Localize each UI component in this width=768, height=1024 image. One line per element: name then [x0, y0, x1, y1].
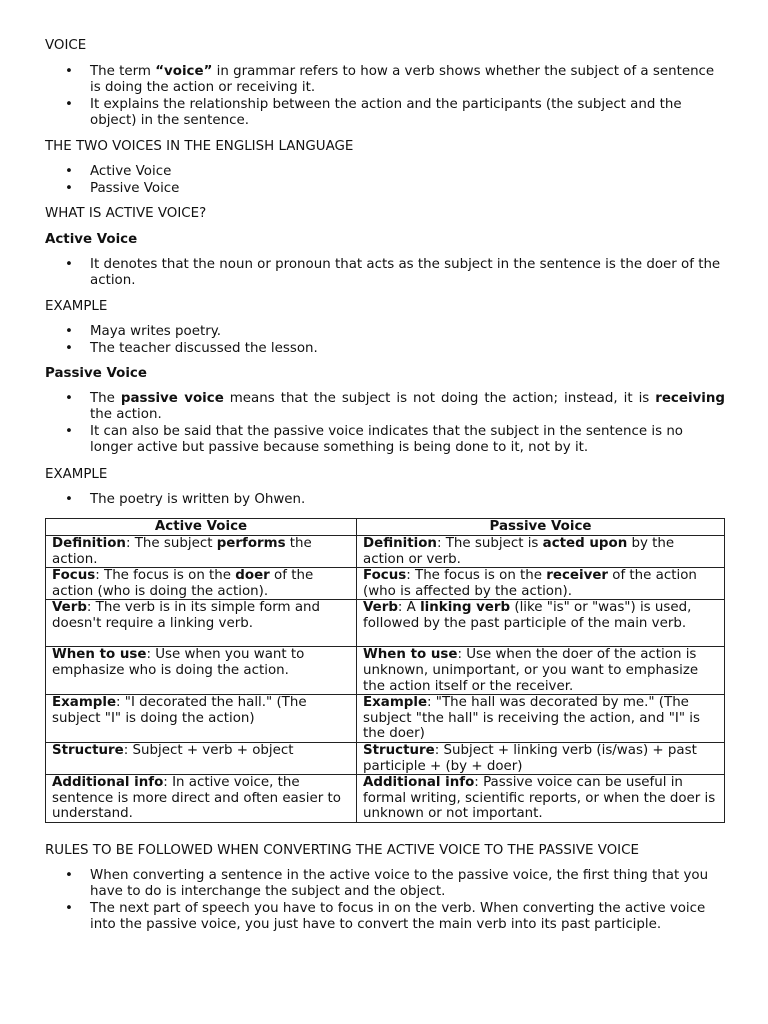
table-cell: Structure: Subject + verb + object — [46, 742, 357, 774]
table-row — [46, 568, 725, 600]
list-item: • The teacher discussed the lesson. — [65, 341, 318, 356]
table-row — [46, 600, 725, 647]
bullet-icon: • — [65, 901, 73, 916]
rules-bullets — [45, 868, 725, 934]
bullet-icon: • — [65, 324, 73, 339]
subheading-passive-voice: Passive Voice — [45, 366, 147, 381]
list-item: • It denotes that the noun or pronoun that acts as the subject in the sentence is the doer of the action. — [65, 257, 721, 288]
table-cell: Definition: The subject is acted upon by the action or verb. — [357, 536, 725, 568]
table-header-row — [46, 519, 725, 536]
heading-what-is-active: WHAT IS ACTIVE VOICE? — [45, 206, 207, 221]
table-row — [46, 647, 725, 695]
table-cell: Additional info: In active voice, the sentence is more direct and often easier to understand. — [46, 775, 357, 823]
list-item: • When converting a sentence in the active voice to the passive voice, the first thing that you have to do is interchange the subject and the object. — [65, 868, 709, 899]
bullet-icon: • — [65, 424, 73, 439]
heading-two-voices: THE TWO VOICES IN THE ENGLISH LANGUAGE — [45, 139, 354, 154]
list-item: • Passive Voice — [65, 181, 180, 196]
bullet-icon: • — [65, 181, 73, 196]
table-row — [46, 742, 725, 774]
table-row — [46, 695, 725, 743]
subheading-active-voice: Active Voice — [45, 232, 138, 247]
bullet-icon: • — [65, 257, 73, 272]
list-item: • The next part of speech you have to focus in on the verb. When converting the active voice into the passive voice, you just have to convert the main verb into its past participle. — [65, 901, 706, 932]
table-cell: When to use: Use when the doer of the action is unknown, unimportant, or you want to emphasize the action itself or the receiver. — [357, 647, 725, 695]
bullet-icon: • — [65, 492, 73, 507]
bullet-icon: • — [65, 868, 73, 883]
list-item: • It can also be said that the passive voice indicates that the subject in the sentence is no longer active but passive because something is being done to it, not by it. — [65, 424, 683, 455]
active-examples — [45, 324, 725, 358]
table-cell: Additional info: Passive voice can be useful in formal writing, scientific reports, or when the doer is unknown or not important. — [357, 775, 725, 823]
column-header-passive: Passive Voice — [357, 519, 725, 536]
table-row — [46, 536, 725, 568]
heading-rules: RULES TO BE FOLLOWED WHEN CONVERTING THE ACTIVE VOICE TO THE PASSIVE VOICE — [45, 843, 639, 858]
table-cell: Focus: The focus is on the doer of the action (who is doing the action). — [46, 568, 357, 600]
active-voice-bullets — [45, 257, 725, 290]
list-item: • It explains the relationship between the action and the participants (the subject and the object) in the sentence. — [65, 97, 682, 128]
voice-bullets — [45, 64, 725, 130]
table-cell: Example: "I decorated the hall." (The subject "I" is doing the action) — [46, 695, 357, 743]
bullet-icon: • — [65, 391, 73, 406]
table-cell: Structure: Subject + linking verb (is/was) + past participle + (by + doer) — [357, 742, 725, 774]
table-cell: Focus: The focus is on the receiver of the action (who is affected by the action). — [357, 568, 725, 600]
list-item: • Active Voice — [65, 164, 172, 179]
heading-voice: VOICE — [45, 38, 87, 53]
list-item: • The passive voice means that the subject is not doing the action; instead, it is receiving the action. — [65, 391, 725, 422]
heading-example-2: EXAMPLE — [45, 467, 108, 482]
two-voices-list — [45, 164, 725, 198]
table-body — [46, 536, 725, 823]
column-header-active: Active Voice — [46, 519, 357, 536]
table-row — [46, 775, 725, 823]
table-cell: Definition: The subject performs the action. — [46, 536, 357, 568]
bullet-icon: • — [65, 97, 73, 112]
list-item: • Maya writes poetry. — [65, 324, 222, 339]
table-cell: Verb: The verb is in its simple form and doesn't require a linking verb. — [46, 600, 357, 647]
bullet-icon: • — [65, 164, 73, 179]
table-cell: Example: "The hall was decorated by me." (The subject "the hall" is receiving the action, and "I" is the doer) — [357, 695, 725, 743]
comparison-table — [45, 518, 725, 823]
table-cell: When to use: Use when you want to emphasize who is doing the action. — [46, 647, 357, 695]
table-cell: Verb: A linking verb (like "is" or "was") is used, followed by the past participle of the main verb. — [357, 600, 725, 647]
passive-voice-bullets — [45, 391, 725, 457]
list-item: • The poetry is written by Ohwen. — [65, 492, 306, 507]
list-item: • The term “voice” in grammar refers to how a verb shows whether the subject of a sentence is doing the action or receiving it. — [65, 64, 715, 95]
heading-example: EXAMPLE — [45, 299, 108, 314]
passive-examples — [45, 492, 725, 509]
bullet-icon: • — [65, 64, 73, 79]
bullet-icon: • — [65, 341, 73, 356]
